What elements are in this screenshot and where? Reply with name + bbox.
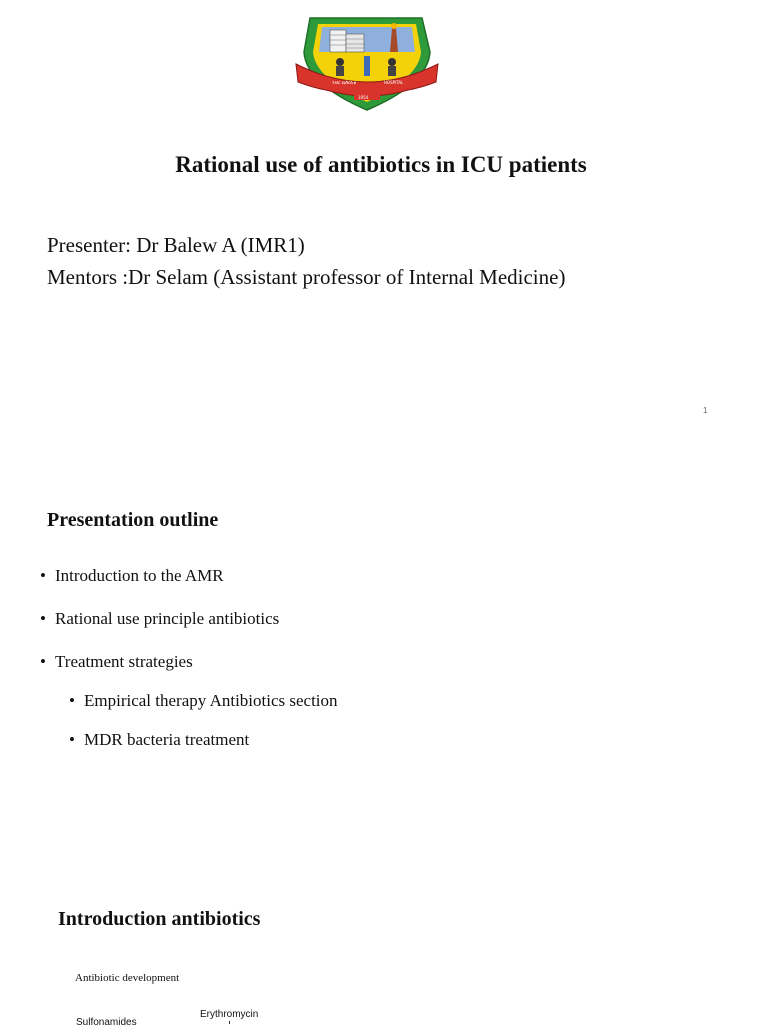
mentors-line: Mentors :Dr Selam (Assistant professor of Internal Medicine) (47, 265, 566, 289)
timeline-label-sulfonamides: Sulfonamides (76, 1017, 137, 1028)
intro-title: Introduction antibiotics (58, 908, 261, 930)
list-item (40, 728, 338, 767)
hospital-crest-logo (292, 12, 442, 114)
list-item-label: MDR bacteria treatment (84, 730, 250, 749)
page-number: 1 (703, 406, 708, 415)
list-item-label: Treatment strategies (55, 652, 193, 671)
list-item-label: Rational use principle antibiotics (55, 609, 280, 628)
title-slide (0, 0, 768, 440)
bullet-icon: • (40, 609, 46, 628)
list-item-label: Empirical therapy Antibiotics section (84, 691, 338, 710)
bullet-icon: • (40, 652, 46, 671)
presenter-block (47, 229, 565, 293)
bullet-icon: • (69, 730, 75, 749)
outline-slide (0, 440, 768, 870)
list-item-label: Introduction to the AMR (55, 566, 224, 585)
bullet-icon: • (69, 691, 75, 710)
outline-list (40, 564, 338, 767)
bullet-icon: • (40, 566, 46, 585)
list-item (40, 607, 338, 650)
list-item (40, 650, 338, 689)
svg-text:1954: 1954 (358, 95, 369, 100)
list-item (40, 689, 338, 728)
svg-text:HOSPITAL: HOSPITAL (384, 80, 404, 85)
presenter-line: Presenter: Dr Balew A (IMR1) (47, 233, 305, 257)
timeline-heading: Antibiotic development (75, 972, 180, 984)
timeline-label-erythromycin: Erythromycin (200, 1009, 259, 1020)
intro-slide (0, 870, 768, 1028)
svg-text:ጎንደር ዩኒቨርሲቲ: ጎንደር ዩኒቨርሲቲ (332, 80, 357, 85)
outline-title: Presentation outline (47, 509, 219, 531)
list-item (40, 564, 338, 607)
slide-title: Rational use of antibiotics in ICU patients (175, 152, 587, 177)
